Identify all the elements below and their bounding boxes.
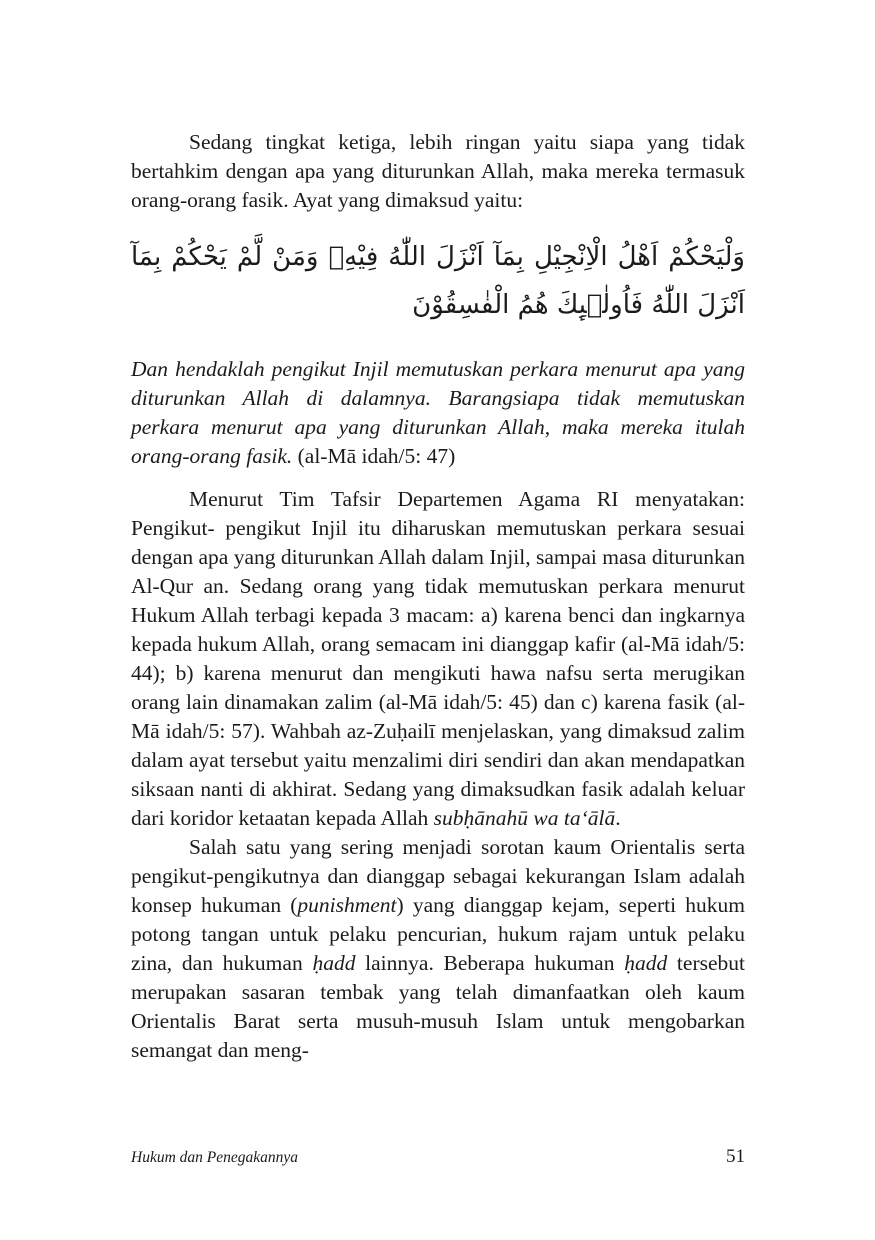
page-number: 51 xyxy=(726,1146,745,1167)
paragraph-3-part-2: ) yang dianggap kejam, seperti hukum potong tangan untuk pelaku pencurian, hukum rajam untuk pelaku zina, dan hukuman xyxy=(131,893,745,975)
verse-translation xyxy=(131,355,745,471)
paragraph-2-text: Menurut Tim Tafsir Departemen Agama RI menyatakan: Pengikut- pengikut Injil itu diharuskan memutuskan perkara sesuai dengan apa yang diturunkan Allah dalam Injil, sampai masa diturunkan Al-Qur an. Sedang orang yang tidak memutuskan perkara menurut Hukum Allah terbagi kepada 3 macam: a) karena benci dan ingkarnya kepada hukum Allah, orang semacam ini dianggap kafir (al-Mā idah/5: 44); b) karena menurut dan mengikuti hawa nafsu serta merugikan orang lain dinamakan zalim (al-Mā idah/5: 45) dan c) karena fasik (al-Mā idah/5: 57). Wahbah az-Zuḥailī menjelaskan, yang dimaksud zalim dalam ayat tersebut yaitu menzalimi diri sendiri dan akan mendapatkan siksaan nanti di akhirat. Sedang yang dimaksudkan fasik adalah keluar dari koridor ketaatan kepada Allah xyxy=(131,487,745,830)
translation-text: Dan hendaklah pengikut Injil memutuskan perkara menurut apa yang diturunkan Allah di dalamnya. Barangsiapa tidak memutuskan perkara menurut apa yang diturunkan Allah, maka mereka itulah orang-orang fasik. xyxy=(131,357,745,468)
paragraph-2-end: . xyxy=(615,806,621,830)
paragraph-3-italic-1: punishment xyxy=(297,893,397,917)
footer-book-title: Hukum dan Penegakannya xyxy=(131,1149,299,1166)
paragraph-3-italic-3: ḥadd xyxy=(624,951,668,975)
paragraph-3 xyxy=(131,833,745,1065)
page-footer xyxy=(131,1146,745,1168)
verse-reference: (al-Mā idah/5: 47) xyxy=(297,444,456,468)
paragraph-1: Sedang tingkat ketiga, lebih ringan yaitu siapa yang tidak bertahkim dengan apa yang diturunkan Allah, maka mereka termasuk orang-orang fasik. Ayat yang dimaksud yaitu: xyxy=(131,130,745,212)
arabic-verse: وَلْيَحْكُمْ اَهْلُ الْاِنْجِيْلِ بِمَآ اَنْزَلَ اللّٰهُ فِيْهِۗ وَمَنْ لَّمْ يَحْكُمْ بِمَآ اَنْزَلَ اللّٰهُ فَاُولٰۤىِٕكَ هُمُ الْفٰسِقُوْنَ xyxy=(131,242,745,320)
paragraph-3-part-1: Salah satu yang sering menjadi sorotan kaum Orientalis serta pengikut-pengikutnya dan dianggap sebagai kekurangan Islam adalah konsep hukuman ( xyxy=(131,835,745,917)
page-content xyxy=(131,128,745,1065)
paragraph-2 xyxy=(131,485,745,833)
paragraph-3-part-3: lainnya. Beberapa hukuman xyxy=(355,951,625,975)
paragraph-2-italic: subḥānahū wa ta‘ālā xyxy=(433,806,616,830)
paragraph-3-italic-2: ḥadd xyxy=(312,951,356,975)
paragraph-3-part-4: tersebut merupakan sasaran tembak yang telah dimanfaatkan oleh kaum Orientalis Barat serta musuh-musuh Islam untuk mengobarkan semangat dan meng- xyxy=(131,951,745,1062)
